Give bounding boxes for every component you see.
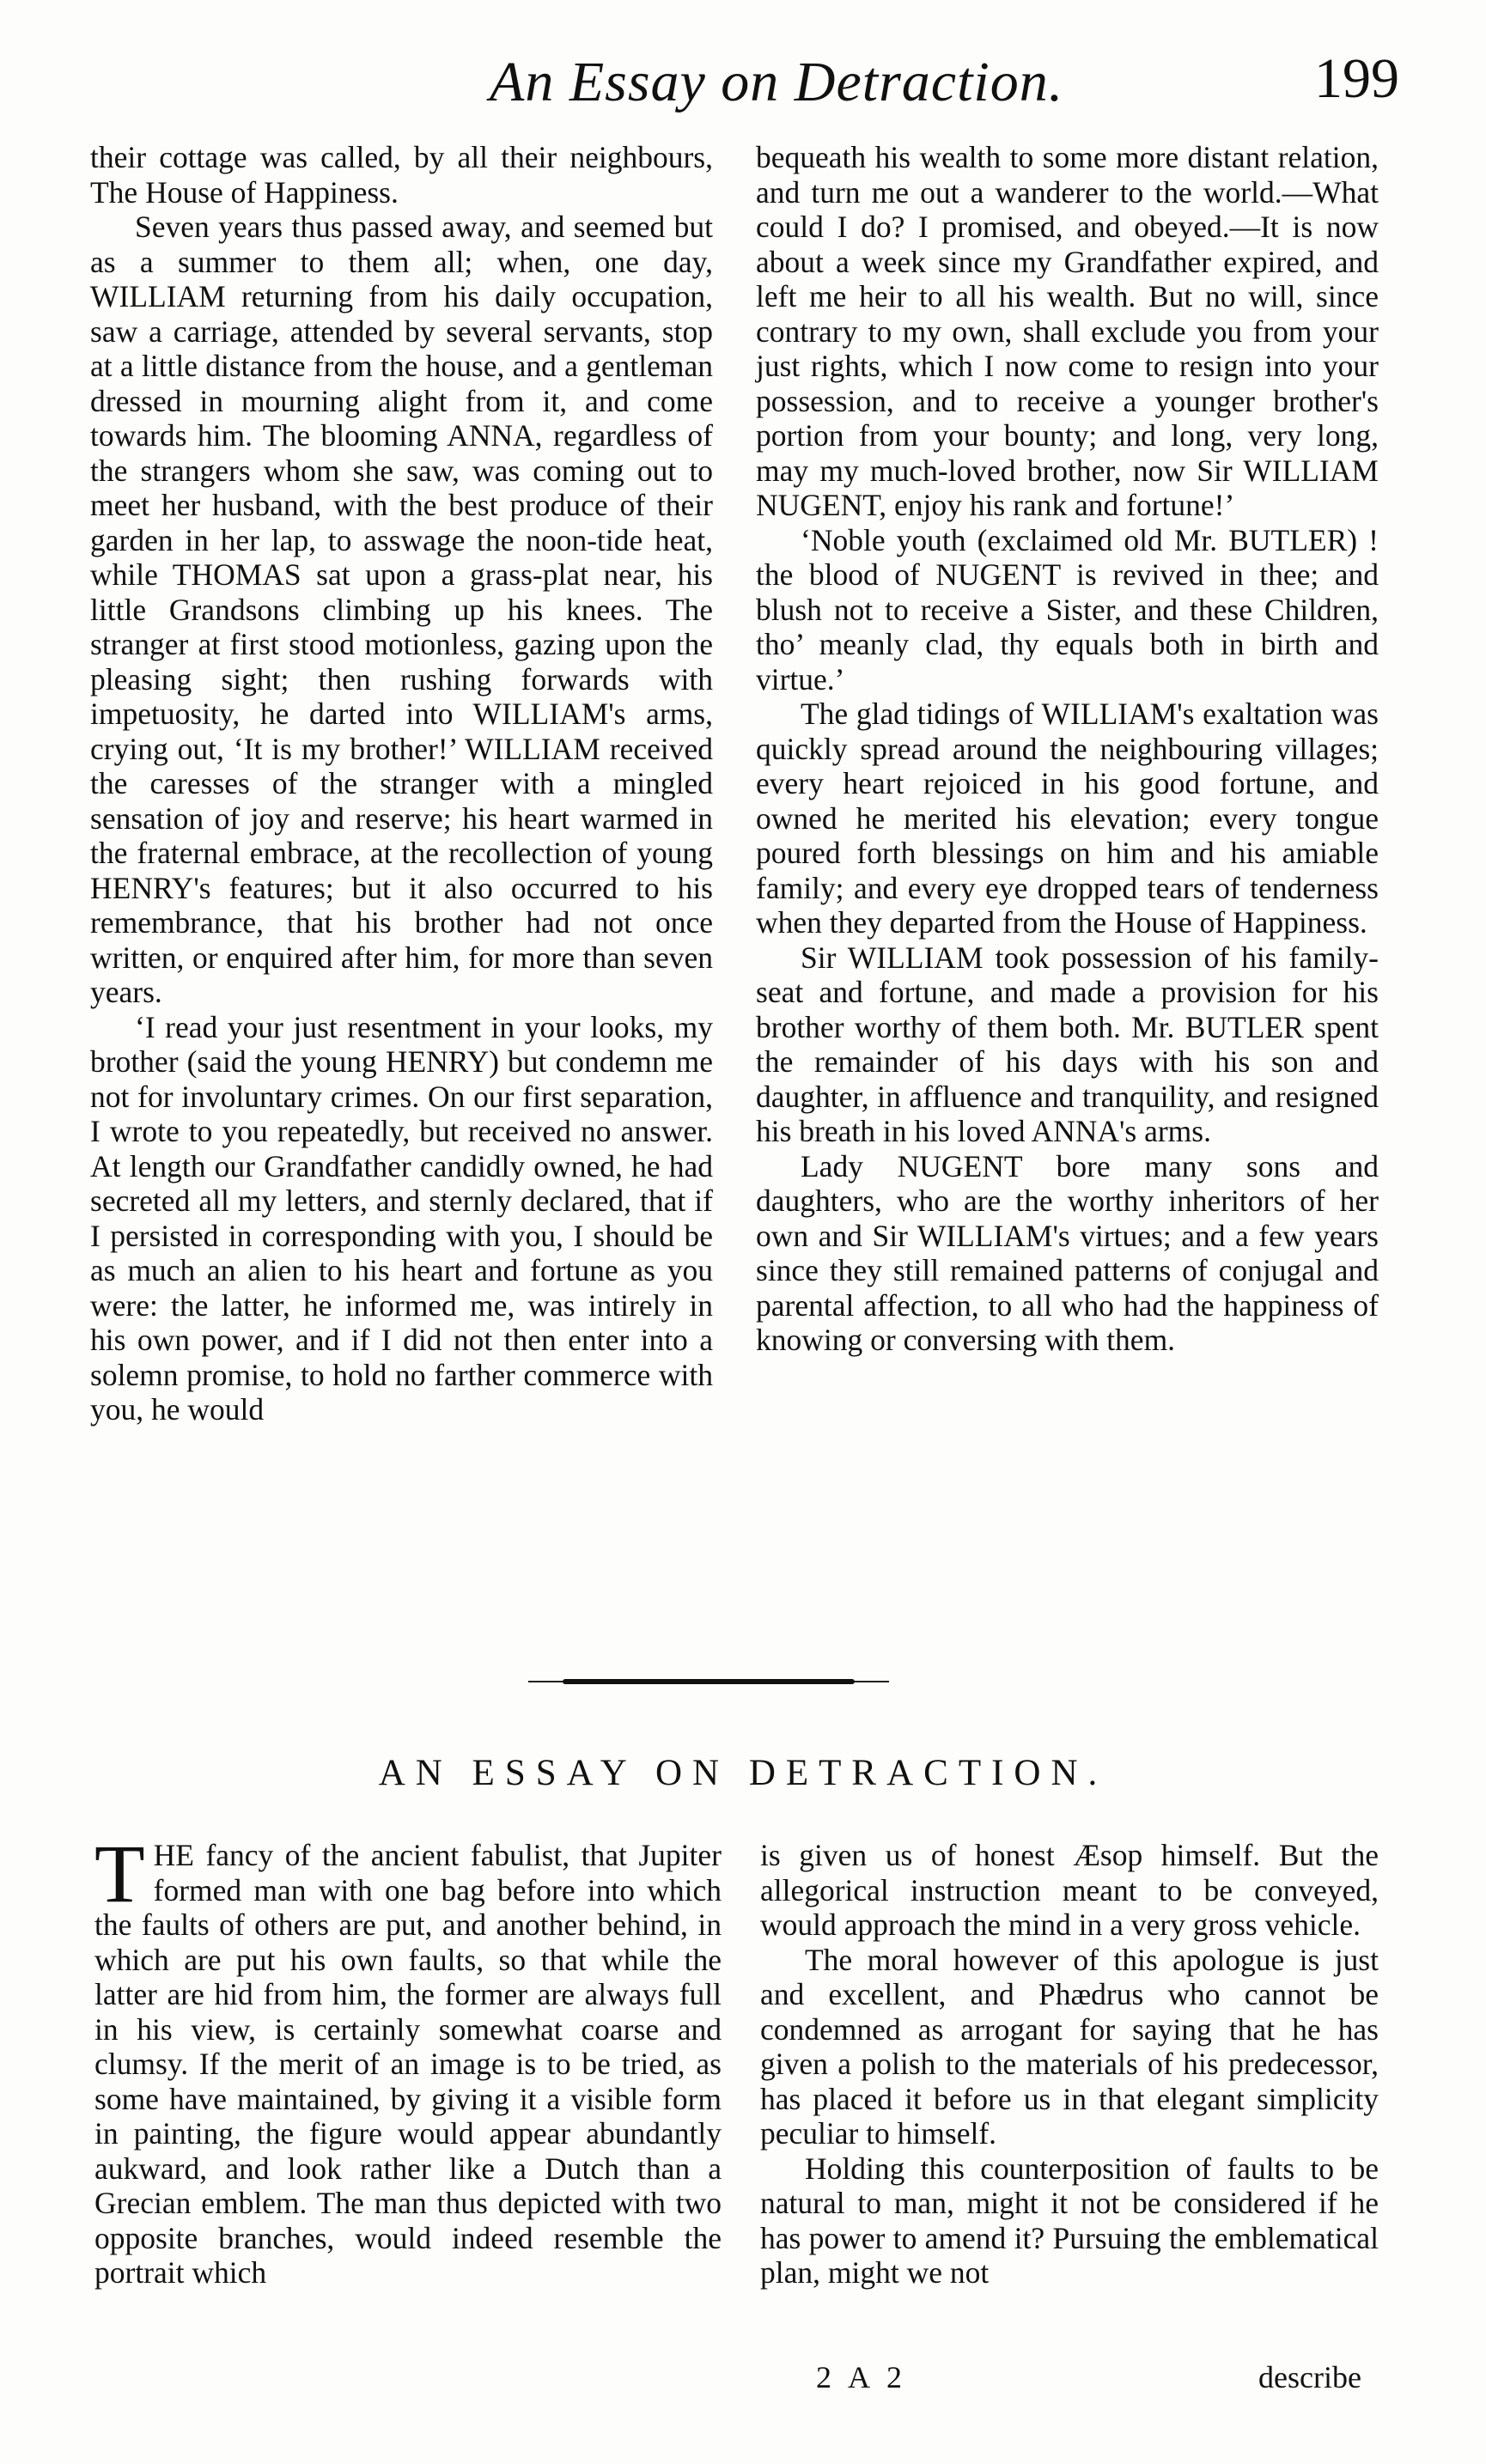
essay-paragraph: is given us of honest Æsop himself. But the allegorical instruction meant to be conveyed, would approach the mind in a very gross vehicle. xyxy=(760,1838,1379,1942)
story-paragraph: bequeath his wealth to some more distant relation, and turn me out a wanderer to the world.—What could I do? I promised, and obeyed.—It is now about a week since my Grandfather expired, and left me heir to all his wealth. But no will, since contrary to my own, shall exclude you from your just rights, which I now come to resign into your possession, and to receive a younger brother's portion from your bounty; and long, very long, may my much-loved brother, now Sir WILLIAM NUGENT, enjoy his rank and fortune!’ xyxy=(756,140,1379,522)
section-divider-rule xyxy=(528,1676,889,1687)
essay-paragraph-text: HE fancy of the ancient fabulist, that Jupiter formed man with one bag before into which the faults of others are put, and another behind, in which are put his own faults, so that while the latter are hid from him, the former are always full in his view, is certainly somewhat coarse and clumsy. If the merit of an image is to be tried, as some have maintained, by giving it a visible form in painting, the figure would appear abundantly aukward, and look rather like a Dutch than a Grecian emblem. The man thus depicted with two opposite branches, would indeed resemble the portrait which xyxy=(94,1838,722,2290)
story-left-column xyxy=(90,140,713,1427)
story-paragraph: ‘Noble youth (exclaimed old Mr. BUTLER) ! the blood of NUGENT is revived in thee; and blush not to receive a Sister, and these Children, tho’ meanly clad, thy equals both in birth and virtue.’ xyxy=(756,522,1379,697)
essay-left-column xyxy=(94,1828,722,2291)
story-paragraph: Seven years thus passed away, and seemed but as a summer to them all; when, one day, WILLIAM returning from his daily occupation, saw a carriage, attended by several servants, stop at a little distance from the house, and a gentleman dressed in mourning alight from it, and come towards him. The blooming ANNA, regardless of the strangers whom she saw, was coming out to meet her husband, with the best produce of their garden in her lap, to asswage the noon-tide heat, while THOMAS sat upon a grass-plat near, his little Grandsons climbing up his knees. The stranger at first stood motionless, gazing upon the pleasing sight; then rushing forwards with impetuosity, he darted into WILLIAM's arms, crying out, ‘It is my brother!’ WILLIAM received the caresses of the stranger with a mingled sensation of joy and reserve; his heart warmed in the fraternal embrace, at the recollection of young HENRY's features; but it also occurred to his remembrance, that his brother had not once written, or enquired after him, for more than seven years. xyxy=(90,210,713,1009)
story-paragraph: Lady NUGENT bore many sons and daughters, who are the worthy inheritors of her own and Sir WILLIAM's virtues; and a few years since they still remained patterns of conjugal and parental affection, to all who had the happiness of knowing or conversing with them. xyxy=(756,1148,1379,1357)
story-paragraph: ‘I read your just resentment in your looks, my brother (said the young HENRY) but condemn me not for involuntary crimes. On our first separation, I wrote to you repeatedly, but received no answer. At length our Grandfather candidly owned, he had secreted all my letters, and sternly declared, that if I persisted in corresponding with you, I should be as much an alien to his heart and fortune as you were: the latter, he informed me, was intirely in his own power, and if I did not then enter into a solemn promise, to hold no farther commerce with you, he would xyxy=(90,1009,713,1427)
essay-paragraph: The moral however of this apologue is just and excellent, and Phædrus who cannot be condemned as arrogant for saying that he has given a polish to the materials of his predecessor, has placed it before us in that elegant simplicity peculiar to himself. xyxy=(760,1942,1379,2151)
catchword: describe xyxy=(1258,2360,1361,2394)
story-paragraph: Sir WILLIAM took possession of his family-seat and fortune, and made a provision for his brother worthy of them both. Mr. BUTLER spent the remainder of his days with his son and daughter, in affluence and tranquility, and resigned his breath in his loved ANNA's arms. xyxy=(756,940,1379,1148)
signature-mark: 2 A 2 xyxy=(816,2360,908,2394)
story-paragraph: The glad tidings of WILLIAM's exaltation was quickly spread around the neighbouring villages; every heart rejoiced in his good fortune, and owned he merited his elevation; every tongue poured forth blessings on him and his amiable family; and every eye dropped tears of tenderness when they departed from the House of Happiness. xyxy=(756,697,1379,940)
essay-right-column xyxy=(760,1838,1379,2291)
story-right-column xyxy=(756,140,1379,1358)
running-title: An Essay on Detraction. xyxy=(490,51,1064,113)
essay-title: AN ESSAY ON DETRACTION. xyxy=(378,1753,1108,1793)
essay-paragraph: Holding this counterposition of faults to be natural to man, might it not be considered if he has power to amend it? Pursuing the emblematical plan, might we not xyxy=(760,2151,1379,2290)
drop-cap: T xyxy=(94,1828,145,1919)
running-head xyxy=(0,34,1486,129)
essay-first-paragraph xyxy=(94,1828,722,2291)
page-number: 199 xyxy=(1314,47,1399,110)
divider-thick-line xyxy=(563,1679,855,1684)
story-paragraph: their cottage was called, by all their neighbours, The House of Happiness. xyxy=(90,140,713,210)
